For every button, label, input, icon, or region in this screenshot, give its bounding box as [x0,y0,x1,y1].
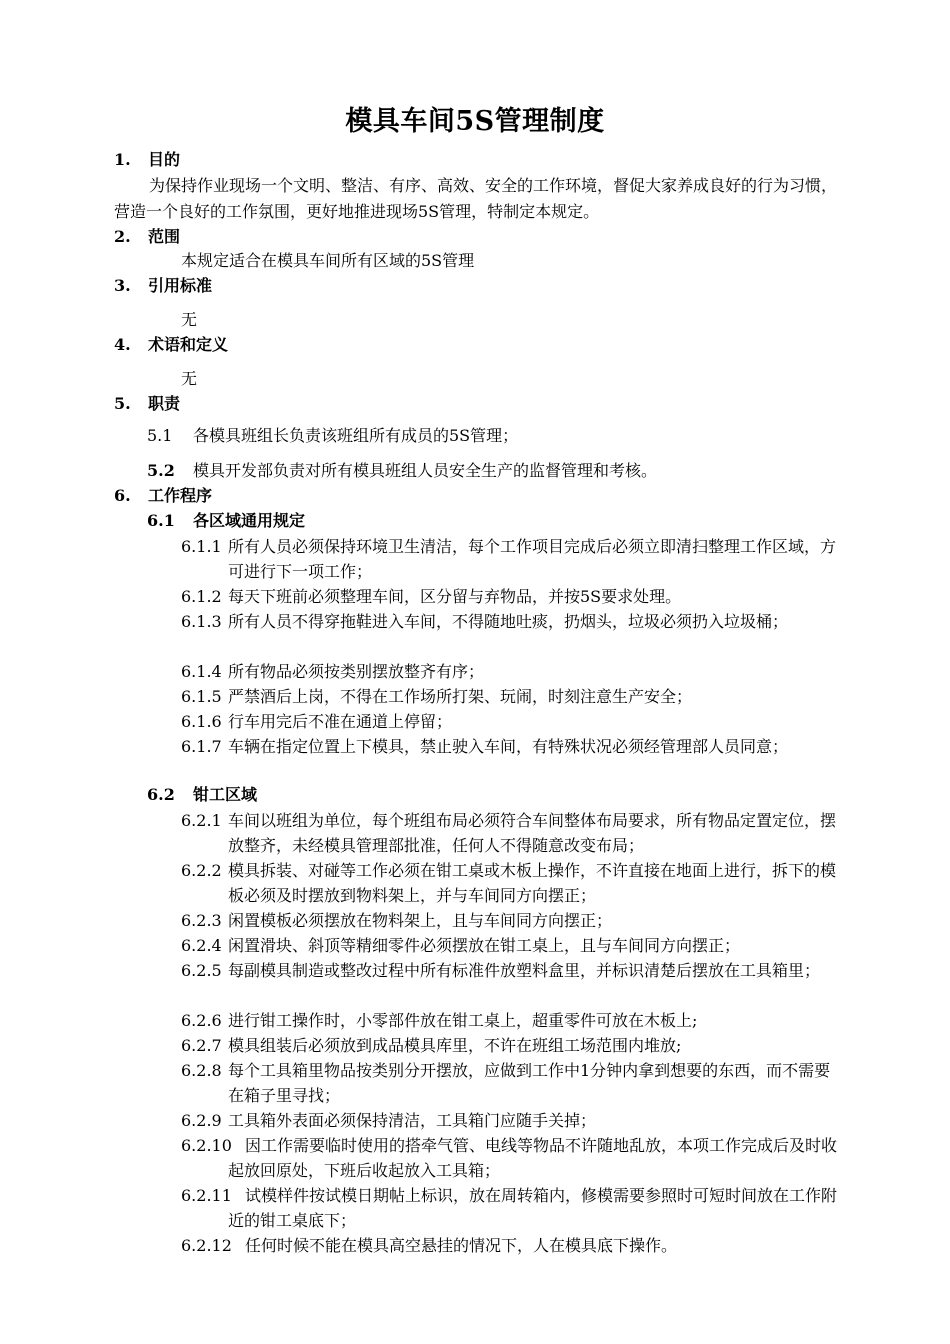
item-number: 6.2.8 [181,1061,222,1080]
item-number: 6.1.7 [181,737,222,756]
section-number: 4. [114,335,131,354]
section-5-heading [114,393,180,415]
document-title: 模具车间5S管理制度 [345,106,605,137]
section-number: 6. [114,486,131,505]
rule-item-6-2-7 [181,1033,839,1058]
section-title: 职责 [148,394,181,413]
rule-item-6-2-12 [181,1233,839,1258]
item-number: 6.2.2 [181,861,222,880]
item-number: 6.2.5 [181,961,222,980]
item-text: 所有人员必须保持环境卫生清洁，每个工作项目完成后必须立即清扫整理工作区域，方可进行下一项工作； [228,537,837,581]
rule-item-6-2-1 [181,808,839,858]
item-number: 6.2.9 [181,1111,222,1130]
item-text: 每副模具制造或整改过程中所有标准件放塑料盒里，并标识清楚后摆放在工具箱里； [228,961,821,980]
item-number: 6.1.6 [181,712,222,731]
item-text: 模具组装后必须放到成品模具库里，不许在班组工场范围内堆放; [228,1036,682,1055]
responsibility-item [147,460,657,482]
rule-item-6-2-8 [181,1058,839,1108]
section-2-body: 本规定适合在模具车间所有区域的5S管理 [181,251,475,270]
rule-item-6-1-5 [181,684,839,709]
item-text: 任何时候不能在模具高空悬挂的情况下，人在模具底下操作。 [245,1236,678,1255]
section-title: 目的 [148,150,181,169]
subsection-6-1-heading [147,510,305,532]
section-number: 3. [114,276,131,295]
section-4-heading [114,334,228,356]
item-text: 车辆在指定位置上下模具，禁止驶入车间，有特殊状况必须经管理部人员同意； [228,737,789,756]
item-number: 6.2.3 [181,911,222,930]
item-number: 6.2.6 [181,1011,222,1030]
item-text: 试模样件按试模日期帖上标识，放在周转箱内，修模需要参照时可短时间放在工作附近的钳工桌底下； [228,1186,838,1230]
item-text: 模具开发部负责对所有模具班组人员安全生产的监督管理和考核。 [193,461,658,480]
item-text: 行车用完后不准在通道上停留； [228,712,453,731]
rule-item-6-2-3 [181,908,839,933]
rule-item-6-2-10 [181,1133,839,1183]
rule-item-6-2-9 [181,1108,839,1133]
section-number: 5. [114,394,131,413]
item-text: 各模具班组长负责该班组所有成员的5S管理； [193,426,519,445]
item-text: 每个工具箱里物品按类别分开摆放，应做到工作中1分钟内拿到想要的东西，而不需要在箱子里寻找； [228,1061,831,1105]
item-number: 6.2.11 [181,1186,232,1205]
section-1-heading [114,149,180,171]
item-number: 6.1.5 [181,687,222,706]
rule-item-6-1-2 [181,584,839,609]
subsection-title: 各区域通用规定 [193,511,306,530]
item-text: 闲置滑块、斜顶等精细零件必须摆放在钳工桌上，且与车间同方向摆正； [228,936,741,955]
item-text: 车间以班组为单位，每个班组布局必须符合车间整体布局要求，所有物品定置定位，摆放整齐，未经模具管理部批准，任何人不得随意改变布局； [228,811,837,855]
item-number: 6.2.12 [181,1236,232,1255]
section-number: 1. [114,150,131,169]
item-number: 6.2.4 [181,936,222,955]
rule-item-6-2-11 [181,1183,839,1233]
rule-item-6-1-1 [181,534,839,584]
item-text: 进行钳工操作时，小零部件放在钳工桌上，超重零件可放在木板上; [228,1011,698,1030]
item-number: 6.1.4 [181,662,222,681]
section-title: 工作程序 [148,486,213,505]
section-1-body: 为保持作业现场一个文明、整洁、有序、高效、安全的工作环境，督促大家养成良好的行为习惯，营造一个良好的工作氛围，更好地推进现场5S管理，特制定本规定。 [114,176,838,221]
item-number: 5.2 [147,461,175,480]
section-6-heading [114,485,212,507]
rule-item-6-2-6 [181,1008,839,1033]
subsection-6-2-heading [147,784,257,806]
item-text: 因工作需要临时使用的搭牵气管、电线等物品不许随地乱放，本项工作完成后及时收起放回原处，下班后收起放入工具箱； [228,1136,838,1180]
item-number: 5.1 [147,426,173,445]
item-text: 工具箱外表面必须保持清洁，工具箱门应随手关掉； [228,1111,597,1130]
subsection-title: 钳工区域 [193,785,258,804]
item-number: 6.2.10 [181,1136,232,1155]
rule-item-6-1-7 [181,734,839,759]
rule-item-6-1-3 [181,609,839,634]
subsection-number: 6.2 [147,785,175,804]
responsibility-item [147,425,518,447]
rule-item-6-2-5 [181,958,839,983]
section-2-heading [114,226,180,248]
section-4-body: 无 [181,369,198,388]
subsection-number: 6.1 [147,511,175,530]
section-3-body: 无 [181,310,198,329]
section-title: 引用标准 [148,276,213,295]
item-text: 严禁酒后上岗，不得在工作场所打架、玩闹，时刻注意生产安全； [228,687,693,706]
section-3-heading [114,275,212,297]
item-text: 所有物品必须按类别摆放整齐有序； [228,662,485,681]
item-text: 闲置模板必须摆放在物料架上，且与车间同方向摆正； [228,911,613,930]
rule-item-6-1-4 [181,659,839,684]
rule-item-6-1-6 [181,709,839,734]
item-text: 每天下班前必须整理车间，区分留与弃物品，并按5S要求处理。 [228,587,682,606]
item-number: 6.1.3 [181,612,222,631]
rule-item-6-2-4 [181,933,839,958]
item-number: 6.1.2 [181,587,222,606]
item-text: 所有人员不得穿拖鞋进入车间，不得随地吐痰，扔烟头，垃圾必须扔入垃圾桶； [228,612,789,631]
section-number: 2. [114,227,131,246]
section-title: 范围 [148,227,181,246]
section-title: 术语和定义 [148,335,229,354]
item-number: 6.2.7 [181,1036,222,1055]
item-text: 模具拆装、对碰等工作必须在钳工桌或木板上操作，不许直接在地面上进行，拆下的模板必须及时摆放到物料架上，并与车间同方向摆正； [228,861,837,905]
item-number: 6.1.1 [181,537,222,556]
rule-item-6-2-2 [181,858,839,908]
item-number: 6.2.1 [181,811,222,830]
